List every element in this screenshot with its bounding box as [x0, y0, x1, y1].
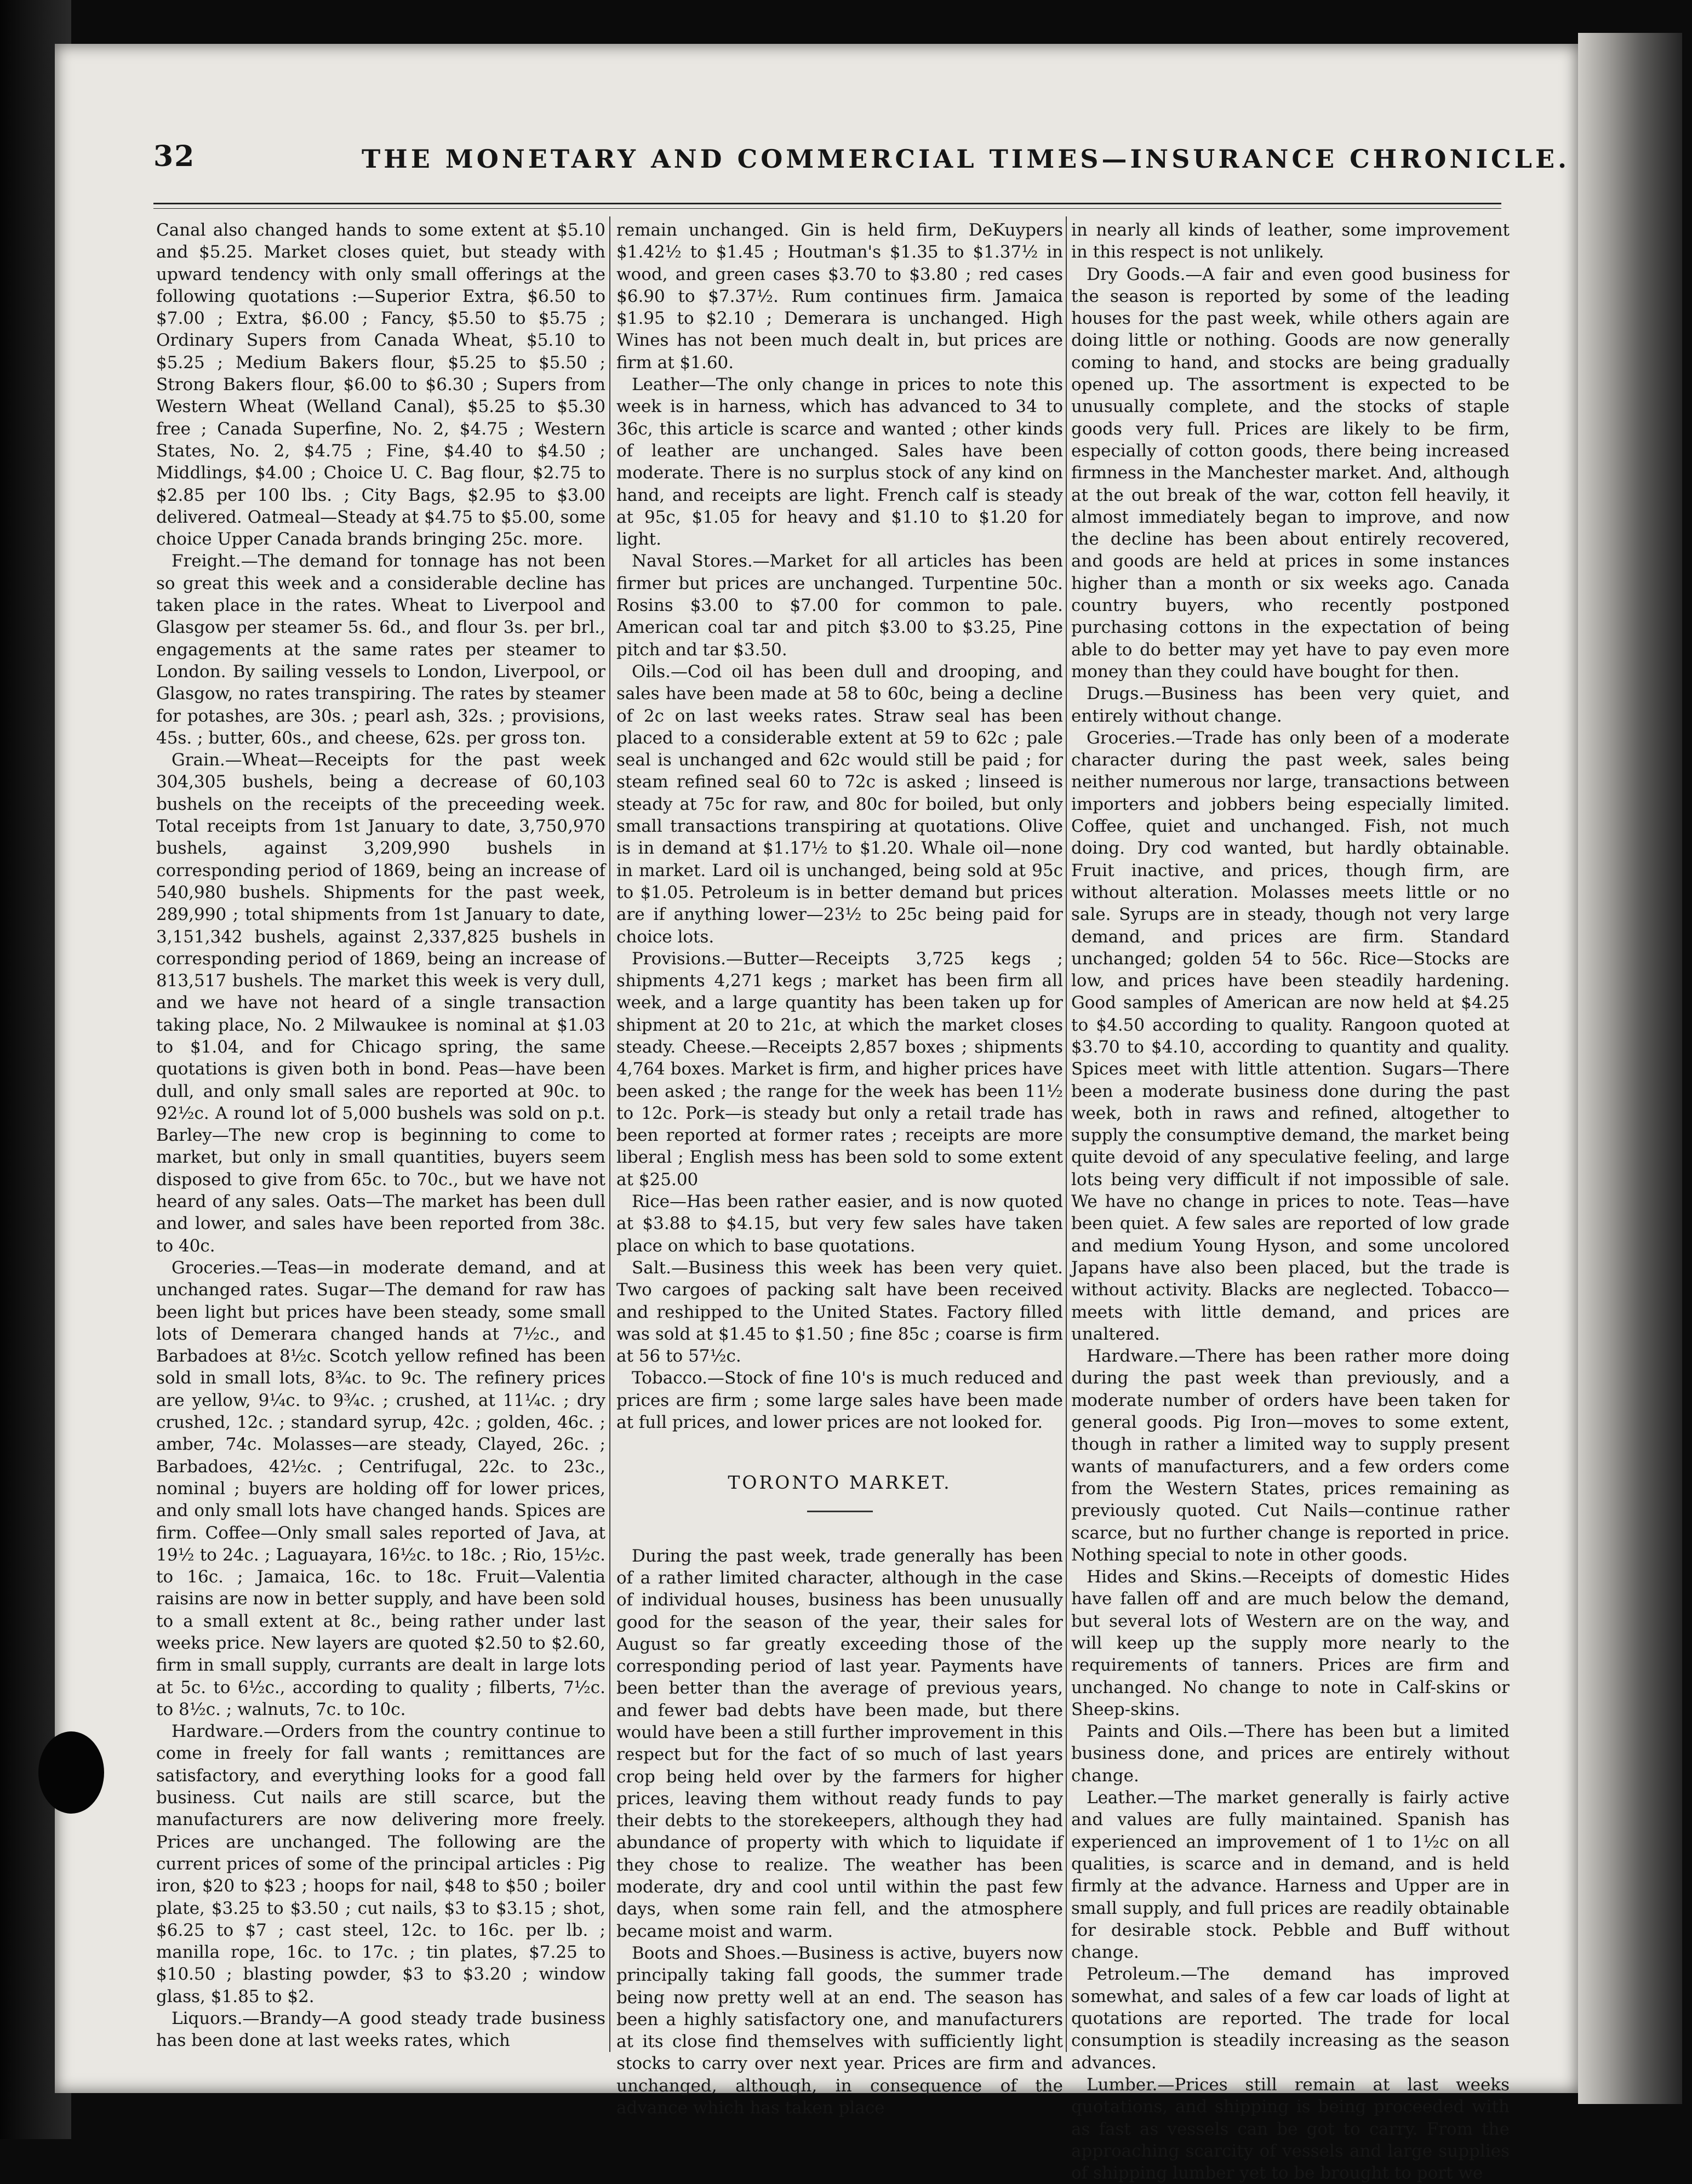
paragraph-boots-cont: in nearly all kinds of leather, some improvement in this respect is not unlikely. — [1071, 220, 1510, 262]
paragraph-petroleum: Petroleum.—The demand has improved somewhat, and sales of a few car loads of light at quotations are reported. The trade for local consumption is steadily increasing as the season advances. — [1071, 1964, 1510, 2073]
paragraph-toronto-leather: Leather.—The market generally is fairly active and values are fully maintained. Spanish has experienced an improvement of 1 to 1½c on all qualities, is scarce and in demand, and is held firmly at the advance. Harness and Upper are in small supply, and full prices are readily obtainable for desirable stock. Pebble and Buff without change. — [1071, 1788, 1510, 1963]
paragraph-salt: Salt.—Business this week has been very quiet. Two cargoes of packing salt have been received and reshipped to the United States. Factory filled was sold at $1.45 to $1.50 ; fine 85c ; coarse is firm at 56 to 57½c. — [616, 1257, 1063, 1367]
paragraph-rice: Rice—Has been rather easier, and is now quoted at $3.88 to $4.15, but very few sales have taken place on which to base quotations. — [616, 1192, 1063, 1256]
paragraph-liquors-cont: remain unchanged. Gin is held firm, DeKuypers $1.42½ to $1.45 ; Houtman's $1.35 to $1.37½ in wood, and green cases $3.70 to $3.80 ; red cases $6.90 to $7.37½. Rum continues firm. Jamaica $1.95 to $2.10 ; Demerara is unchanged. High Wines has not been much dealt in, but prices are firm at $1.60. — [616, 220, 1063, 373]
paragraph-flour: Canal also changed hands to some extent at $5.10 and $5.25. Market closes quiet, but steady with upward tendency with only small offerings at the following quotations :—Superior Extra, $6.50 to $7.00 ; Extra, $6.00 ; Fancy, $5.50 to $5.75 ; Ordinary Supers from Canada Wheat, $5.10 to $5.25 ; Medium Bakers flour, $5.25 to $5.50 ; Strong Bakers flour, $6.00 to $6.30 ; Supers from Western Wheat (Welland Canal), $5.25 to $5.30 free ; Canada Superfine, No. 2, $4.75 ; Western States, No. 2, $4.75 ; Fine, $4.40 to $4.50 ; Middlings, $4.00 ; Choice U. C. Bag flour, $2.75 to $2.85 per 100 lbs. ; City Bags, $2.95 to $3.00 delivered. Oatmeal—Steady at $4.75 to $5.00, some choice Upper Canada brands bringing 25c. more. — [156, 220, 605, 550]
paragraph-naval-stores: Naval Stores.—Market for all articles has been firmer but prices are unchanged. Turpentine 50c. Rosins $3.00 to $7.00 for common to pale. American coal tar and pitch $3.00 to $3.25, Pine pitch and tar $3.50. — [616, 551, 1063, 660]
page-edge-shadow — [1578, 33, 1682, 2104]
column-divider — [609, 216, 610, 2052]
page-header — [99, 140, 1570, 189]
paragraph-grain: Grain.—Wheat—Receipts for the past week 304,305 bushels, being a decrease of 60,103 bushels on the receipts of the preceeding week. Total receipts from 1st January to date, 3,750,970 bushels, against 3,209,990 bushels in corresponding period of 1869, being an increase of 540,980 bushels. Shipments for the past week, 289,990 ; total shipments from 1st January to date, 3,151,342 bushels, against 2,337,825 bushels in corresponding period of 1869, being an increase of 813,517 bushels. The market this week is very dull, and we have not heard of a single transaction taking place, No. 2 Milwaukee is nominal at $1.03 to $1.04, and for Chicago spring, the same quotations is given both in bond. Peas—have been dull, and only small sales are reported at 90c. to 92½c. A round lot of 5,000 bushels was sold on p.t. Barley—The new crop is beginning to come to market, but only in small quantities, buyers seem disposed to give from 65c. to 70c., but we have not heard of any sales. Oats—The market has been dull and lower, and sales have been reported from 38c. to 40c. — [156, 750, 605, 1256]
paragraph-lumber: Lumber.—Prices still remain at last weeks quotations, and shipping is being proceeded with as fast as vessels can be got to carry. From the approaching scarcity of vessels and large supplies of shipping lumber yet to be brought to port we — [1071, 2074, 1510, 2183]
paragraph-toronto-hardware: Hardware.—There has been rather more doing during the past week than previously, and a moderate number of orders have been taken for general goods. Pig Iron—moves to some extent, though in rather a limited way to supply present wants of manufacturers, and a few orders come from the Western States, prices remaining as previously quoted. Cut Nails—continue rather scarce, but no further change is reported in price. Nothing special to note in other goods. — [1071, 1346, 1510, 1565]
paragraph-drugs: Drugs.—Business has been very quiet, and entirely without change. — [1071, 684, 1510, 726]
paragraph-toronto-groceries: Groceries.—Trade has only been of a moderate character during the past week, sales being neither numerous nor large, transactions between importers and jobbers being especially limited. Coffee, quiet and unchanged. Fish, not much doing. Dry cod wanted, but hardly obtainable. Fruit inactive, and prices, though firm, are without alteration. Molasses meets little or no sale. Syrups are in steady, though not very large demand, and prices are firm. Standard unchanged; golden 54 to 56c. Rice—Stocks are low, and prices have been steadily hardening. Good samples of American are now held at $4.25 to $4.50 according to quality. Rangoon quoted at $3.70 to $4.10, according to quantity and quality. Spices meet with little attention. Sugars—There been a moderate business done during the past week, both in raws and refined, altogether to supply the consumptive demand, the market being quite devoid of any speculative feeling, and large lots being very difficult if not impossible of sale. We have no change in prices to note. Teas—have been quiet. A few sales are reported of low grade and medium Young Hyson, and some uncolored Japans have also been placed, but the trade is without activity. Blacks are neglected. Tobacco—meets with little demand, and prices are unaltered. — [1071, 728, 1510, 1344]
paragraph-leather: Leather—The only change in prices to note this week is in harness, which has advanced to 34 to 36c, this article is scarce and wanted ; other kinds of leather are unchanged. Sales have been moderate. There is no surplus stock of any kind on hand, and receipts are light. French calf is steady at 95c, $1.05 for heavy and $1.10 to $1.20 for light. — [616, 375, 1063, 550]
paragraph-paints-oils: Paints and Oils.—There has been but a limited business done, and prices are entirely without change. — [1071, 1722, 1510, 1786]
section-title-toronto-market: TORONTO MARKET. — [728, 1472, 952, 1494]
paragraph-tobacco: Tobacco.—Stock of fine 10's is much reduced and prices are firm ; some large sales have been made at full prices, and lower prices are not looked for. — [616, 1368, 1063, 1433]
paragraph-boots-shoes: Boots and Shoes.—Business is active, buyers now principally taking fall goods, the summer trade being now pretty well at an end. The season has been a highly satisfactory one, and manufacturers at its close find themselves with sufficiently light stocks to carry over next year. Prices are firm and unchanged, although, in consequence of the advance which has taken place — [616, 1943, 1063, 2118]
paragraph-hides-skins: Hides and Skins.—Receipts of domestic Hides have fallen off and are much below the demand, but several lots of Western are on the way, and will keep up the supply more nearly to the requirements of tanners. Prices are firm and unchanged. No change to note in Calf-skins or Sheep-skins. — [1071, 1567, 1510, 1719]
binding-clip — [38, 1731, 104, 1814]
running-title: THE MONETARY AND COMMERCIAL TIMES—INSURANCE CHRONICLE. — [362, 144, 1570, 174]
paragraph-hardware: Hardware.—Orders from the country continue to come in freely for fall wants ; remittances are satisfactory, and everything looks for a good fall business. Cut nails are still scarce, but the manufacturers are now delivering more freely. Prices are unchanged. The following are the current prices of some of the principal articles : Pig iron, $20 to $23 ; hoops for nail, $48 to $50 ; boiler plate, $3.25 to $3.50 ; cut nails, $3 to $3.15 ; shot, $6.25 to $7 ; cast steel, 12c. to 16c. per lb. ; manilla rope, 16c. to 17c. ; tin plates, $7.25 to $10.50 ; blasting powder, $3 to $3.20 ; window glass, $1.85 to $2. — [156, 1722, 605, 2006]
column-3 — [1071, 219, 1510, 2183]
paragraph-liquors: Liquors.—Brandy—A good steady trade business has been done at last weeks rates, which — [156, 2009, 605, 2051]
paragraph-toronto-intro: During the past week, trade generally has been of a rather limited character, although in the case of individual houses, business has been unusually good for the season of the year, their sales for August so far greatly exceeding those of the corresponding period of last year. Payments have been better than the average of previous years, and fewer bad debts have been made, but there would have been a still further improvement in this respect but for the fact of so much of last years crop being held over by the farmers for higher prices, leaving them without ready funds to pay their debts to the storekeepers, although they had abundance of property with which to liquidate if they chose to realize. The weather has been moderate, dry and cool until within the past few days, when some rain fell, and the atmosphere became moist and warm. — [616, 1546, 1063, 1941]
column-divider — [1066, 216, 1067, 2052]
paragraph-freight: Freight.—The demand for tonnage has not been so great this week and a considerable decline has taken place in the rates. Wheat to Liverpool and Glasgow per steamer 5s. 6d., and flour 3s. per brl., engagements at the same rates per steamer to London. By sailing vessels to London, Liverpool, or Glasgow, no rates transpiring. The rates by steamer for potashes, are 30s. ; pearl ash, 32s. ; provisions, 45s. ; butter, 60s., and cheese, 62s. per gross ton. — [156, 551, 605, 748]
page-number: 32 — [153, 140, 196, 173]
paragraph-provisions: Provisions.—Butter—Receipts 3,725 kegs ; shipments 4,271 kegs ; market has been firm all week, and a large quantity has been taken up for shipment at 20 to 21c, at which the market closes steady. Cheese.—Receipts 2,857 boxes ; shipments 4,764 boxes. Market is firm, and higher prices have been asked ; the range for the week has been 11½ to 12c. Pork—is steady but only a retail trade has been reported at former rates ; receipts are more liberal ; English mess has been sold to some extent at $25.00 — [616, 948, 1063, 1190]
header-rule-thin — [153, 208, 1501, 209]
column-1 — [156, 219, 605, 2051]
column-2 — [616, 219, 1063, 2118]
paragraph-dry-goods: Dry Goods.—A fair and even good business for the season is reported by some of the leading houses for the past week, while others again are doing little or nothing. Goods are now generally coming to hand, and stocks are being gradually opened up. The assortment is expected to be unusually complete, and the stocks of staple goods very full. Prices are likely to be firm, especially of cotton goods, there being increased firmness in the Manchester market. And, although at the out break of the war, cotton fell heavily, it almost immediately began to improve, and now the decline has been about entirely recovered, and goods are held at prices in some instances higher than a month or six weeks ago. Canada country buyers, who recently postponed purchasing cottons in the expectation of being able to do better may yet have to pay even more money than they could have bought for then. — [1071, 264, 1510, 682]
paragraph-oils: Oils.—Cod oil has been dull and drooping, and sales have been made at 58 to 60c, being a decline of 2c on last weeks rates. Straw seal has been placed to a considerable extent at 59 to 62c ; pale seal is unchanged and 62c would still be paid ; for steam refined seal 60 to 72c is asked ; linseed is steady at 75c for raw, and 80c for boiled, but only small transactions transpiring at quotations. Olive is in demand at $1.17½ to $1.20. Whale oil—none in market. Lard oil is unchanged, being sold at 95c to $1.05. Petroleum is in better demand but prices are if anything lower—23½ to 25c being paid for choice lots. — [616, 661, 1063, 947]
paragraph-groceries: Groceries.—Teas—in moderate demand, and at unchanged rates. Sugar—The demand for raw has been light but prices have been steady, some small lots of Demerara changed hands at 7½c., and Barbadoes at 8½c. Scotch yellow refined has been sold in small lots, 8¾c. to 9c. The refinery prices are yellow, 9¼c. to 9¾c. ; crushed, at 11¼c. ; dry crushed, 12c. ; standard syrup, 42c. ; golden, 46c. ; amber, 74c. Molasses—are steady, Clayed, 26c. ; Barbadoes, 42½c. ; Centrifugal, 22c. to 23c., nominal ; buyers are holding off for lower prices, and only small lots have changed hands. Spices are firm. Coffee—Only small sales reported of Java, at 19½ to 24c. ; Laguayara, 16½c. to 18c. ; Rio, 15½c. to 16c. ; Jamaica, 16c. to 18c. Fruit—Valentia raisins are now in better supply, and have been sold to a small extent at 8c., being rather under last weeks price. New layers are quoted $2.50 to $2.60, firm in small supply, currants are dealt in large lots at 5c. to 6½c., according to quality ; filberts, 7½c. to 8½c. ; walnuts, 7c. to 10c. — [156, 1257, 605, 1719]
header-rule — [153, 203, 1501, 204]
section-ornament — [807, 1511, 873, 1512]
